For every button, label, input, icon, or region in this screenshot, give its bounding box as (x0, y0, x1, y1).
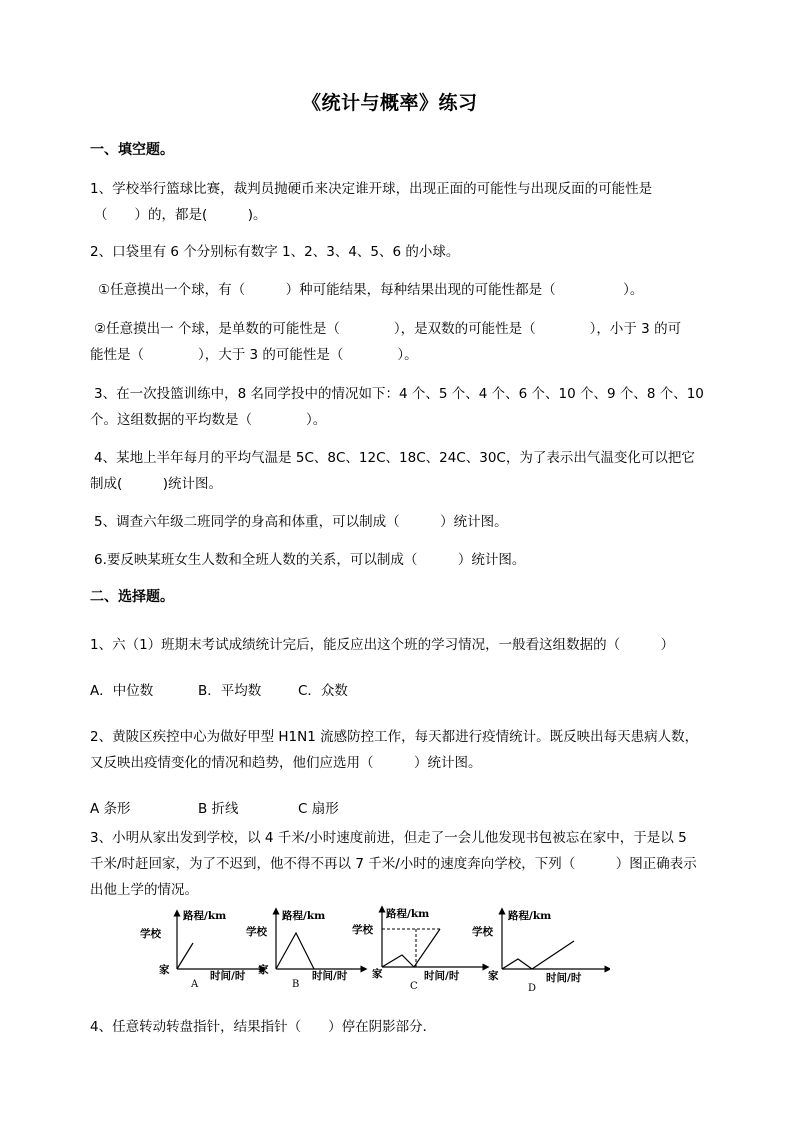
y-axis-label: 路程/km (508, 910, 552, 922)
question-1-6: 6.要反映某班女生人数和全班人数的关系，可以制成（ ）统计图。 (94, 552, 526, 568)
question-2-2-line-1: 2、黄陂区疾控中心为做好甲型 H1N1 流感防控工作，每天都进行疫情统计。既反映出每天患病人数， (90, 729, 699, 745)
question-1-1-line-2: （ ）的，都是( )。 (94, 207, 267, 223)
question-1-3-line-1: 3、在一次投篮训练中，8 名同学投中的情况如下：4 个、5 个、4 个、6 个、10 个、9 个、8 个、10 (94, 386, 704, 402)
home-label: 家 (488, 970, 499, 982)
x-axis-label: 时间/时 (210, 970, 246, 982)
question-1-4-line-2: 制成( )统计图。 (90, 476, 223, 492)
question-2-2-option-a: A 条形 (90, 801, 131, 817)
graph-option-label: D (528, 983, 537, 994)
question-1-2-intro: 2、口袋里有 6 个分别标有数字 1、2、3、4、5、6 的小球。 (90, 244, 460, 260)
school-label: 学校 (140, 928, 161, 940)
question-1-4-line-1: 4、某地上半年每月的平均气温是 5C、8C、12C、18C、24C、30C，为了表示出气温变化可以把它 (94, 450, 695, 466)
graph-option-label: B (292, 979, 300, 990)
graph-option-label: C (410, 981, 418, 992)
y-axis-label: 路程/km (183, 910, 227, 922)
question-2-3-line-1: 3、小明从家出发到学校，以 4 千米/小时速度前进，但走了一会儿他发现书包被忘在家中，于是以 5 (90, 830, 687, 846)
x-axis-label: 时间/时 (546, 972, 582, 984)
x-axis-label: 时间/时 (312, 970, 348, 982)
home-label: 家 (258, 964, 269, 976)
question-1-2-part-2-line-2: 能性是（ ），大于 3 的可能性是（ ）。 (90, 347, 418, 363)
school-label: 学校 (246, 926, 267, 938)
question-2-3-line-2: 千米/时赶回家，为了不迟到，他不得不再以 7 千米/小时的速度奔向学校，下列（ ）图正确表示 (90, 856, 697, 872)
distance-line (177, 943, 193, 969)
y-axis-label: 路程/km (282, 910, 326, 922)
question-2-1: 1、六（1）班期末考试成绩统计完后，能反应出这个班的学习情况，一般看这组数据的（ ） (90, 637, 675, 653)
section-heading-fill-in: 一、填空题。 (90, 142, 174, 158)
distance-line (276, 933, 314, 969)
question-2-1-option-b: B．平均数 (198, 683, 262, 699)
question-1-5: 5、调查六年级二班同学的身高和体重，可以制成（ ）统计图。 (94, 514, 508, 530)
y-axis-label: 路程/km (386, 908, 430, 920)
question-2-3-line-3: 出他上学的情况。 (90, 882, 198, 898)
home-label: 家 (159, 964, 170, 976)
question-1-3-line-2: 个。这组数据的平均数是（ ）。 (90, 412, 327, 428)
home-label: 家 (372, 968, 383, 980)
question-2-4: 4、任意转动转盘指针，结果指针（ ）停在阴影部分． (90, 1019, 437, 1035)
section-heading-multiple-choice: 二、选择题。 (90, 589, 174, 605)
distance-line (382, 929, 440, 967)
page-title: 《统计与概率》练习 (302, 92, 478, 114)
question-2-2-line-2: 又反映出疫情变化的情况和趋势，他们应选用（ ）统计图。 (90, 755, 482, 771)
question-2-1-option-c: C．众数 (298, 683, 348, 699)
question-1-2-part-2-line-1: ②任意摸出一 个球，是单数的可能性是（ ），是双数的可能性是（ ），小于 3 的可 (94, 321, 682, 337)
distance-line (502, 941, 574, 969)
question-1-2-part-1: ①任意摸出一个球，有（ ）种可能结果，每种结果出现的可能性都是（ ）。 (98, 282, 644, 298)
x-axis-label: 时间/时 (424, 970, 460, 982)
question-2-2-option-b: B 折线 (198, 801, 239, 817)
question-2-2-option-c: C 扇形 (298, 801, 339, 817)
school-label: 学校 (352, 924, 373, 936)
distance-time-graph-d (470, 905, 610, 995)
school-label: 学校 (472, 926, 493, 938)
graph-option-label: A (191, 979, 199, 990)
question-1-1-line-1: 1、学校举行篮球比赛，裁判员抛硬币来决定谁开球，出现正面的可能性与出现反面的可能性是 (90, 181, 653, 197)
question-2-1-option-a: A．中位数 (90, 683, 154, 699)
